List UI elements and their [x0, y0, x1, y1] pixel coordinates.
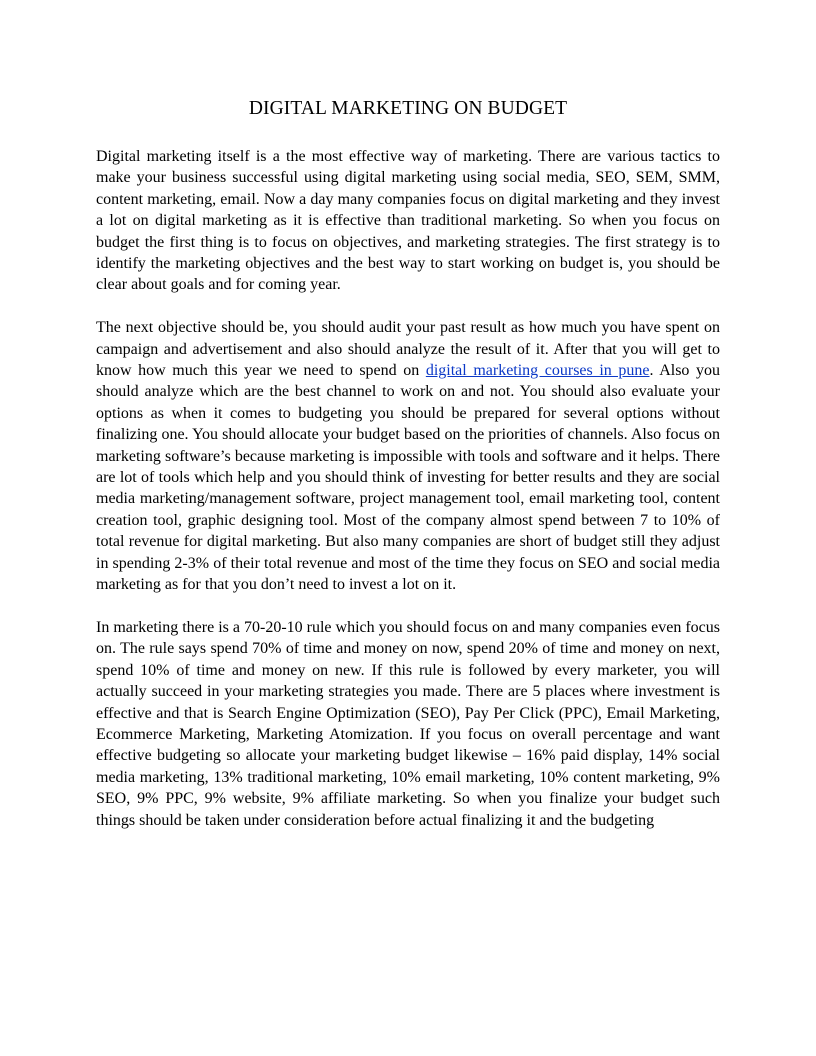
digital-marketing-courses-link[interactable]: digital marketing courses in pune: [425, 362, 650, 380]
paragraph-2-text-before-link: The next objective should be, you should audit your past result as how much you have spent on campaign and advertisement and also should analyze the result of it. After that you will get to know how much this year we need to spend on: [96, 319, 720, 380]
document-page: [96, 92, 720, 852]
document-title: DIGITAL MARKETING ON BUDGET: [248, 98, 568, 119]
paragraph-1: Digital marketing itself is a the most effective way of marketing. There are various tactics to make your business successful using digital marketing using social media, SEO, SEM, SMM, content marketing, email. Now a day many companies focus on digital marketing and they invest a lot on digital marketing as it is effective than traditional marketing. So when you focus on budget the first thing is to focus on objectives, and marketing strategies. The first strategy is to identify the marketing objectives and the best way to start working on budget is, you should be clear about goals and for coming year.: [96, 148, 720, 294]
paragraph-2-text-after-link: . Also you should analyze which are the best channel to work on and not. You should also evaluate your options as when it comes to budgeting you should be prepared for several options without finalizing one. You should allocate your budget based on the priorities of channels. Also focus on marketing software’s because marketing is impossible with tools and software and it helps. There are lot of tools which help and you should think of investing for better results and they are social media marketing/management software, project management tool, email marketing tool, content creation tool, graphic designing tool. Most of the company almost spend between 7 to 10% of total revenue for digital marketing. But also many companies are short of budget still they adjust in spending 2-3% of their total revenue and most of the time they focus on SEO and social media marketing as for that you don’t need to invest a lot on it.: [96, 362, 721, 594]
paragraph-3: In marketing there is a 70-20-10 rule which you should focus on and many companies even focus on. The rule says spend 70% of time and money on now, spend 20% of time and money on next, spend 10% of time and money on new. If this rule is followed by every marketer, you will actually succeed in your marketing strategies you made. There are 5 places where investment is effective and that is Search Engine Optimization (SEO), Pay Per Click (PPC), Email Marketing, Ecommerce Marketing, Marketing Atomization. If you focus on overall percentage and want effective budgeting so allocate your marketing budget likewise – 16% paid display, 14% social media marketing, 13% traditional marketing, 10% email marketing, 10% content marketing, 9% SEO, 9% PPC, 9% website, 9% affiliate marketing. So when you finalize your budget such things should be taken under consideration before actual finalizing it and the budgeting: [96, 618, 720, 829]
paragraph-2: [96, 317, 720, 595]
